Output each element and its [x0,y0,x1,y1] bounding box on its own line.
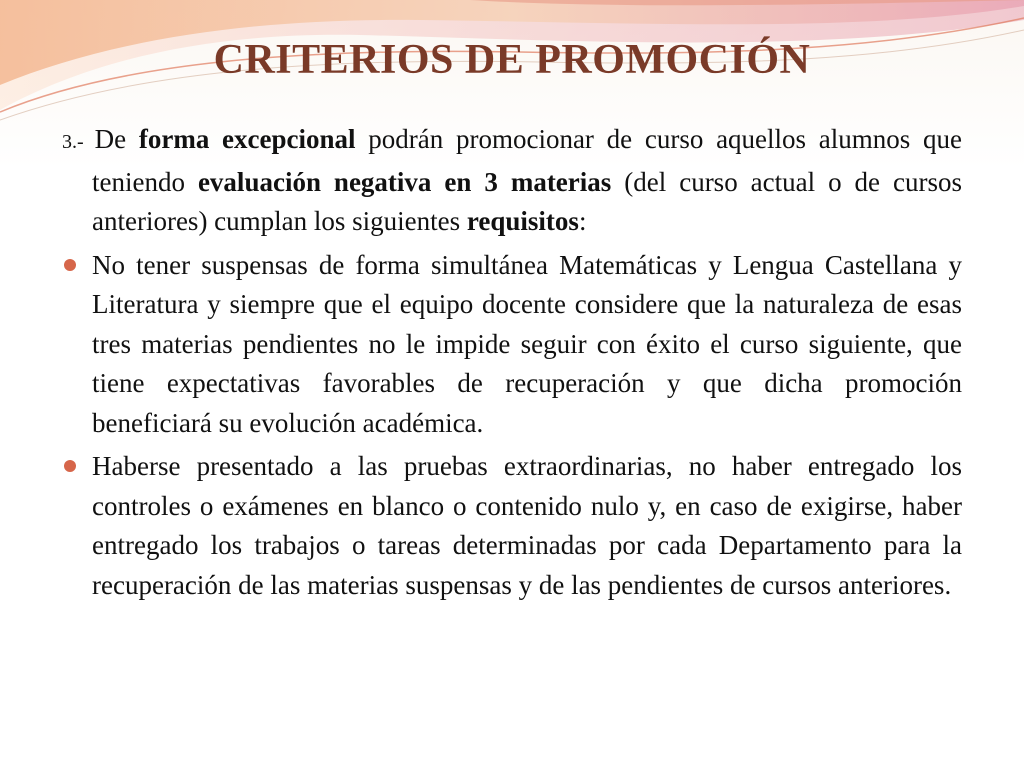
bullet-icon [64,460,76,472]
intro-bold-2: evaluación negativa en 3 materias [197,166,612,197]
list-item [62,447,962,605]
list-item [62,246,962,444]
bullet-icon [64,259,76,271]
list-item-text: Haberse presentado a las pruebas extraordinarias, no haber entregado los controles o exámenes en blanco o contenido nulo y, en caso de exigirse, haber entregado los trabajos o tareas determinadas por cada Departamento para la recuperación de las materias suspensas y de las pendientes de cursos anteriores. [92,451,962,600]
intro-text-3: (del curso actual o de cursos anteriores) cumplan los siguientes [92,166,962,236]
intro-bold-3: requisitos [466,206,579,236]
intro-text-2: podrán promocionar de curso aquellos alumnos que teniendo [92,124,962,197]
slide-title: CRITERIOS DE PROMOCIÓN [213,37,811,83]
intro-bold-1: forma excepcional [138,124,356,154]
intro-paragraph [62,120,962,242]
item-number: 3.- [62,131,95,153]
slide-content [62,120,962,609]
requirements-list [62,246,962,606]
intro-text-4: : [578,206,587,236]
list-item-text: No tener suspensas de forma simultánea Matemáticas y Lengua Castellana y Literatura y siempre que el equipo docente considere que la naturaleza de esas tres materias pendientes no le impide seguir con éxito el curso siguiente, que tiene expectativas favorables de recuperación y que dicha promoción beneficiará su evolución académica. [92,249,962,438]
intro-text-1: De [94,124,139,154]
